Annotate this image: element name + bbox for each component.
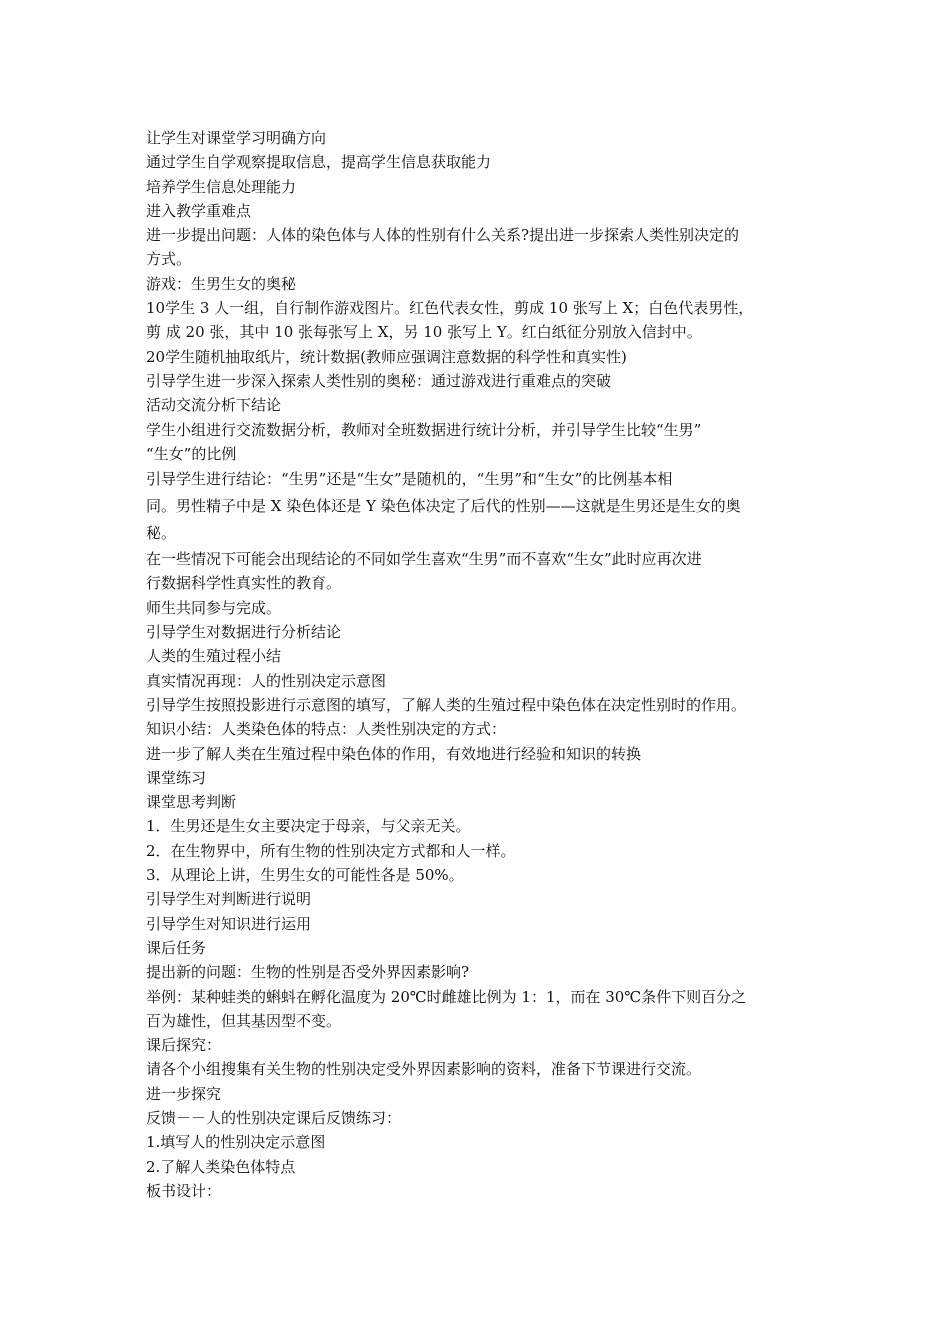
text-line: 进一步了解人类在生殖过程中染色体的作用，有效地进行经验和知识的转换	[146, 744, 642, 763]
text-line: 课堂练习	[146, 768, 207, 787]
document-body	[146, 126, 836, 1203]
text-line: 游戏：生男生女的奥秘	[146, 274, 297, 293]
text-line: 1．生男还是生女主要决定于母亲，与父亲无关。	[146, 817, 471, 836]
text-line: 通过学生自学观察提取信息，提高学生信息获取能力	[146, 153, 492, 172]
text-line: 20学生随机抽取纸片，统计数据(教师应强调注意数据的科学性和真实性)	[146, 347, 627, 366]
text-line: 2.了解人类染色体特点	[146, 1157, 296, 1176]
text-line: 进入教学重难点	[146, 201, 252, 220]
text-line: 让学生对课堂学习明确方向	[146, 129, 327, 147]
text-line: “生女”的比例	[146, 444, 237, 463]
text-line: 进一步提出问题：人体的染色体与人体的性别有什么关系?提出进一步探索人类性别决定的	[146, 226, 740, 245]
text-line: 引导学生对判断进行说明	[146, 890, 312, 909]
text-line: 秘。	[146, 524, 177, 543]
text-line: 板书设计：	[146, 1181, 222, 1200]
text-line: 引导学生按照投影进行示意图的填写，了解人类的生殖过程中染色体在决定性别时的作用。	[146, 695, 747, 714]
text-line: 真实情况再现：人的性别决定示意图	[146, 671, 387, 690]
text-line: 同。男性精子中是 X 染色体还是 Y 染色体决定了后代的性别——这就是生男还是生女的奥	[146, 497, 741, 516]
text-line: 活动交流分析下结论	[146, 396, 282, 415]
text-line: 1.填写人的性别决定示意图	[146, 1133, 326, 1152]
text-line: 3．从理论上讲，生男生女的可能性各是 50%。	[146, 866, 464, 885]
text-line: 2．在生物界中，所有生物的性别决定方式都和人一样。	[146, 841, 516, 860]
text-line: 课堂思考判断	[146, 793, 237, 812]
text-line: 10学生 3 人一组，自行制作游戏图片。红色代表女性，剪成 10 张写上 X；白色代表男性，	[146, 299, 754, 318]
text-line: 引导学生对数据进行分析结论	[146, 623, 342, 642]
text-line: 知识小结：人类染色体的特点：人类性别决定的方式：	[146, 720, 507, 739]
text-line: 行数据科学性真实性的教育。	[146, 574, 342, 593]
text-line: 引导学生对知识进行运用	[146, 914, 312, 933]
text-line: 学生小组进行交流数据分析，教师对全班数据进行统计分析，并引导学生比较“生男”	[146, 420, 702, 439]
text-line: 培养学生信息处理能力	[146, 177, 297, 196]
text-line: 引导学生进行结论：“生男”还是“生女”是随机的，“生男”和“生女”的比例基本相	[146, 470, 673, 489]
text-line: 方式。	[146, 250, 192, 269]
text-line: 举例：某种蛙类的蝌蚪在孵化温度为 20℃时雌雄比例为 1：1，而在 30℃条件下则百分之	[146, 987, 747, 1006]
text-line: 课后任务	[146, 938, 207, 957]
text-line: 人类的生殖过程小结	[146, 647, 282, 666]
text-line: 剪 成 20 张，其中 10 张每张写上 X，另 10 张写上 Y。红白纸征分别放入信封中。	[146, 323, 702, 342]
text-line: 师生共同参与完成。	[146, 598, 282, 617]
text-line: 百为雄性，但其基因型不变。	[146, 1011, 342, 1030]
text-line: 在一些情况下可能会出现结论的不同如学生喜欢“生男”而不喜欢“生女”此时应再次进	[146, 550, 702, 569]
text-line: 提出新的问题：生物的性别是否受外界因素影响?	[146, 963, 470, 982]
text-line: 请各个小组搜集有关生物的性别决定受外界因素影响的资料，准备下节课进行交流。	[146, 1060, 702, 1079]
text-line: 进一步探究	[146, 1084, 222, 1103]
text-line: 课后探究：	[146, 1036, 222, 1055]
text-line: 引导学生进一步深入探索人类性别的奥秘：通过游戏进行重难点的突破	[146, 371, 612, 390]
text-line: 反馈－－人的性别决定课后反馈练习：	[146, 1108, 402, 1127]
